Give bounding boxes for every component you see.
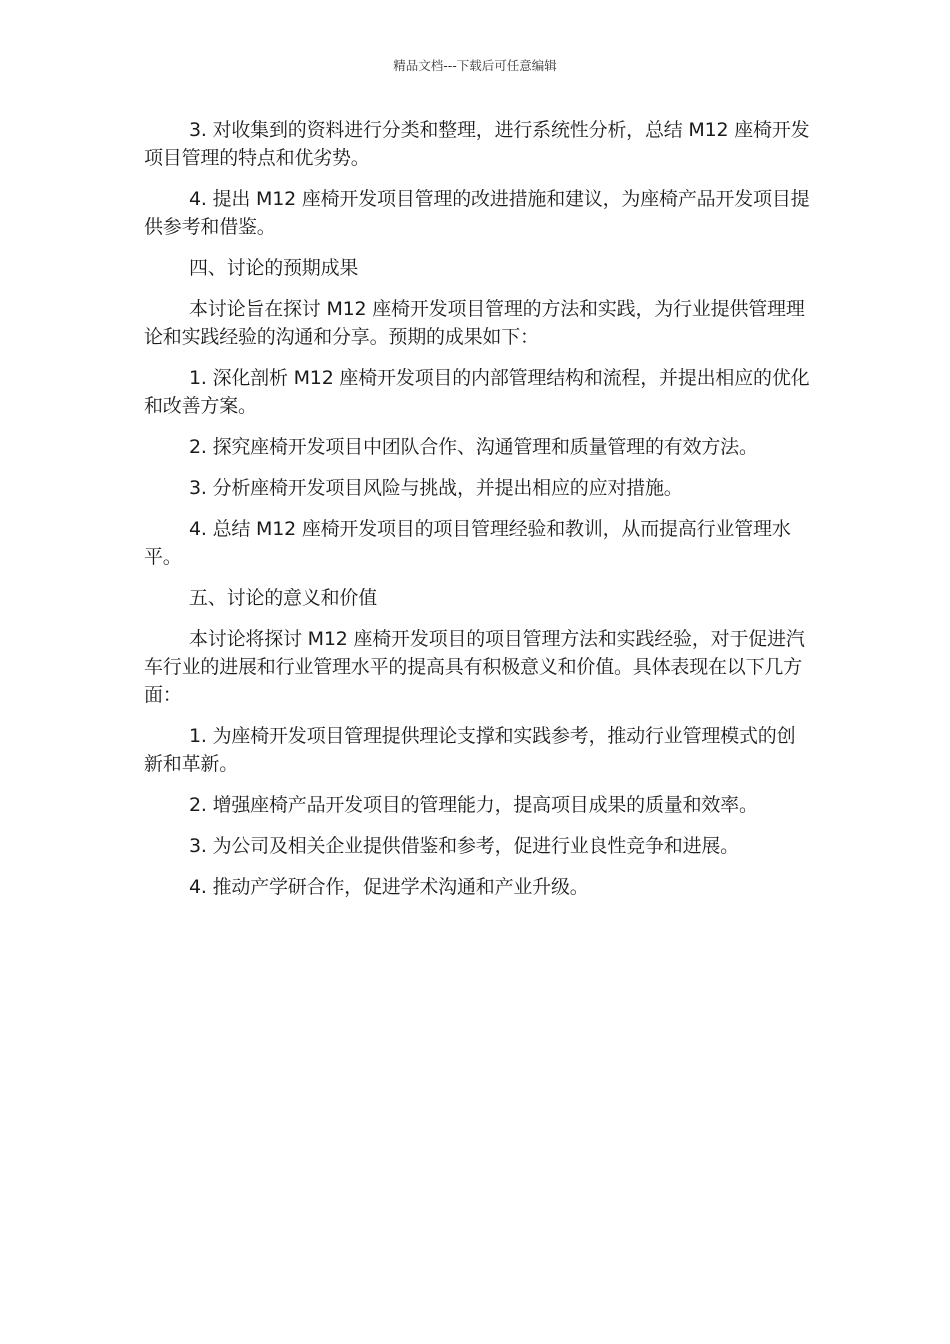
page-header: 精品文档---下载后可任意编辑 [393, 58, 557, 73]
value-item-3: 3. 为公司及相关企业提供借鉴和参考，促进行业良性竞争和进展。 [189, 835, 739, 857]
value-item-4: 4. 推动产学研合作，促进学术沟通和产业升级。 [189, 876, 589, 898]
outcome-item-2: 2. 探究座椅开发项目中团队合作、沟通管理和质量管理的有效方法。 [189, 436, 758, 458]
section-5-intro: 本讨论将探讨 M12 座椅开发项目的项目管理方法和实践经验，对于促进汽车行业的进展和行业管理水平的提高具有积极意义和价值。具体表现在以下几方面： [144, 628, 805, 706]
document-body [144, 116, 812, 914]
outcome-item-3: 3. 分析座椅开发项目风险与挑战，并提出相应的应对措施。 [189, 477, 683, 499]
section-heading-5: 五、讨论的意义和价值 [189, 587, 378, 609]
value-item-2: 2. 增强座椅产品开发项目的管理能力，提高项目成果的质量和效率。 [189, 794, 758, 816]
outcome-item-1: 1. 深化剖析 M12 座椅开发项目的内部管理结构和流程，并提出相应的优化和改善方案。 [144, 367, 810, 417]
value-item-1: 1. 为座椅开发项目管理提供理论支撑和实践参考，推动行业管理模式的创新和革新。 [144, 725, 796, 775]
section-4-intro: 本讨论旨在探讨 M12 座椅开发项目管理的方法和实践，为行业提供管理理论和实践经验的沟通和分享。预期的成果如下： [144, 298, 805, 348]
list-item-4-improvement: 4. 提出 M12 座椅开发项目管理的改进措施和建议，为座椅产品开发项目提供参考和借鉴。 [144, 188, 810, 238]
section-heading-4: 四、讨论的预期成果 [189, 257, 359, 279]
list-item-3-analysis: 3. 对收集到的资料进行分类和整理，进行系统性分析，总结 M12 座椅开发项目管理的特点和优劣势。 [144, 119, 810, 169]
outcome-item-4: 4. 总结 M12 座椅开发项目的项目管理经验和教训，从而提高行业管理水平。 [144, 518, 791, 568]
